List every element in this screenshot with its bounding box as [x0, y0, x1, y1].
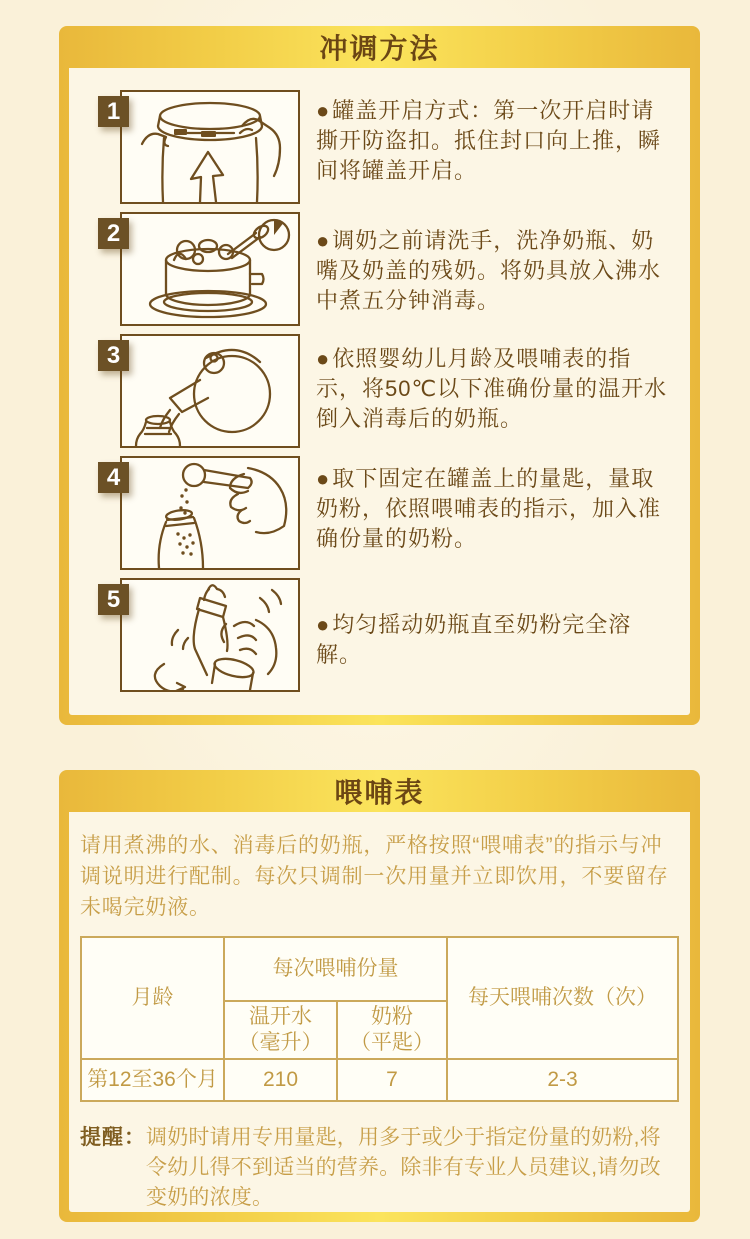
- table-header-powder: 奶粉 （平匙）: [337, 1001, 447, 1059]
- table-header-age: 月龄: [81, 937, 224, 1059]
- step-row-1: [106, 90, 690, 204]
- cell-times: 2-3: [447, 1059, 678, 1101]
- feeding-intro: 请用煮沸的水、消毒后的奶瓶，严格按照“喂哺表”的指示与冲调说明进行配制。每次只调制一次用量并立即饮用，不要留存未喝完奶液。: [80, 834, 669, 919]
- step-text-5: ●均匀摇动奶瓶直至奶粉完全溶解。: [316, 612, 632, 667]
- reminder: [80, 1123, 679, 1212]
- shake-bottle-icon: [122, 580, 298, 690]
- feeding-panel: [59, 770, 700, 1222]
- step-figure-5: [106, 578, 300, 692]
- step-text-1: ●罐盖开启方式：第一次开启时请撕开防盗扣。抵住封口向上推，瞬间将罐盖开启。: [316, 98, 662, 183]
- step-badge-3: 3: [98, 340, 129, 371]
- step-row-2: [106, 212, 690, 326]
- step-badge-1: 1: [98, 96, 129, 127]
- step-badge-4: 4: [98, 462, 129, 493]
- can-open-icon: [122, 92, 298, 202]
- kettle-pour-icon: [122, 336, 298, 446]
- step-row-3: [106, 334, 690, 448]
- step-figure-3: [106, 334, 300, 448]
- method-panel-body: [69, 68, 690, 715]
- step-text-2: ●调奶之前请洗手，洗净奶瓶、奶嘴及奶盖的残奶。将奶具放入沸水中煮五分钟消毒。: [316, 228, 662, 313]
- cell-age: 第12至36个月: [81, 1059, 224, 1101]
- method-panel-header: [69, 26, 690, 68]
- step-figure-4: [106, 456, 300, 570]
- step-badge-5: 5: [98, 584, 129, 615]
- sterilize-pot-icon: [122, 214, 298, 324]
- bullet-icon: ●: [316, 228, 331, 253]
- feeding-table: [80, 936, 679, 1102]
- scoop-powder-icon: [122, 458, 298, 568]
- table-header-daily-times: 每天喂哺次数（次）: [447, 937, 678, 1059]
- step-row-5: [106, 578, 690, 692]
- step-text-4: ●取下固定在罐盖上的量匙，量取奶粉，依照喂哺表的指示，加入准确份量的奶粉。: [316, 466, 662, 551]
- table-header-water: 温开水 （毫升）: [224, 1001, 337, 1059]
- step-text-3: ●依照婴幼儿月龄及喂哺表的指示，将50℃以下准确份量的温开水倒入消毒后的奶瓶。: [316, 346, 668, 431]
- method-panel: [59, 26, 700, 725]
- feeding-panel-header: [69, 770, 690, 812]
- table-row: [81, 1059, 678, 1101]
- cell-powder: 7: [337, 1059, 447, 1101]
- feeding-panel-body: [69, 812, 690, 1212]
- table-header-per-feed: 每次喂哺份量: [224, 937, 447, 1001]
- reminder-label: 提醒：: [80, 1126, 146, 1149]
- bullet-icon: ●: [316, 466, 331, 491]
- reminder-text: 调奶时请用专用量匙，用多于或少于指定份量的奶粉,将令幼儿得不到适当的营养。除非有专业人员建议,请勿改变奶的浓度。: [146, 1126, 661, 1209]
- step-row-4: [106, 456, 690, 570]
- bullet-icon: ●: [316, 346, 331, 371]
- bullet-icon: ●: [316, 98, 331, 123]
- step-figure-2: [106, 212, 300, 326]
- method-title: 冲调方法: [319, 33, 440, 64]
- step-badge-2: 2: [98, 218, 129, 249]
- bullet-icon: ●: [316, 612, 331, 637]
- feeding-title: 喂哺表: [334, 777, 425, 808]
- cell-water: 210: [224, 1059, 337, 1101]
- step-figure-1: [106, 90, 300, 204]
